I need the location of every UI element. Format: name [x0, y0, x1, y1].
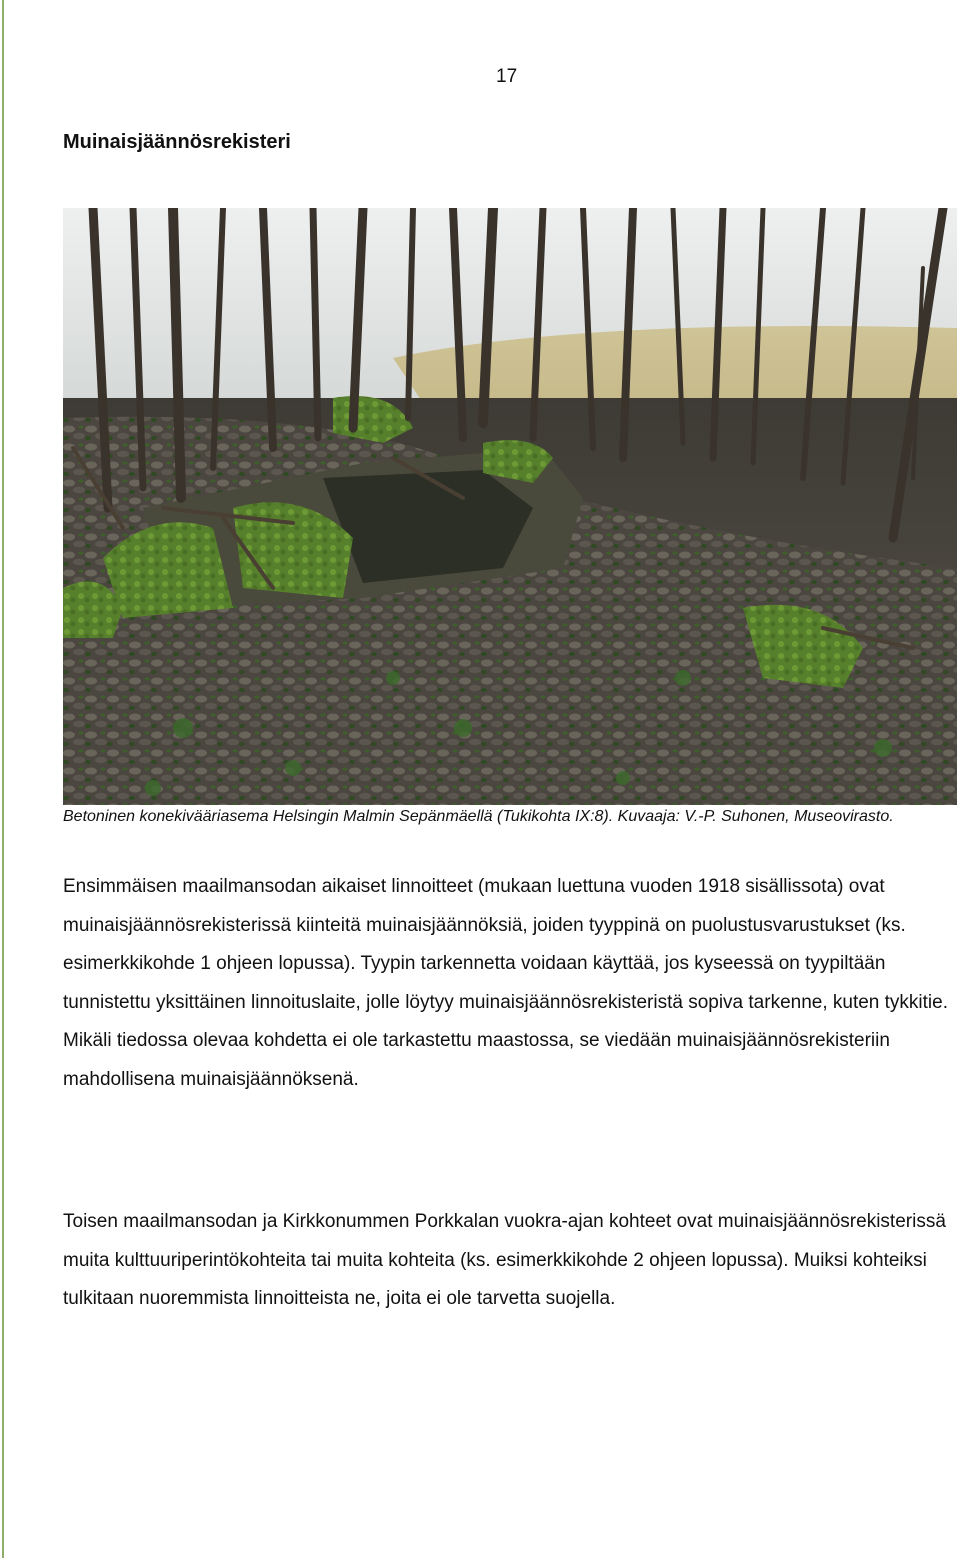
body-paragraph-1: Ensimmäisen maailmansodan aikaiset linnoitteet (mukaan luettuna vuoden 1918 sisällissota) ovat muinaisjäännösrekisterissä kiinteitä muinaisjäännöksiä, joiden tyyppinä on puolustusvarustukset (ks. esimerkkikohde 1 ohjeen lopussa). Tyypin tarkennetta voidaan käyttää, jos kyseessä on tyypiltään tunnistettu yksittäinen linnoituslaite, jolle löytyy muinaisjäännösrekisteristä sopiva tarkenne, kuten tykkitie. Mikäli tiedossa olevaa kohdetta ei ole tarkastettu maastossa, se viedään muinaisjäännösrekisteriin mahdollisena muinaisjäännöksenä. [63, 876, 949, 1090]
bunker-photo [63, 208, 957, 805]
body-paragraph-2: Toisen maailmansodan ja Kirkkonummen Porkkalan vuokra-ajan kohteet ovat muinaisjäännösrekisterissä muita kulttuuriperintökohteita tai muita kohteita (ks. esimerkkikohde 2 ohjeen lopussa). Muiksi kohteiksi tulkitaan nuoremmista linnoitteista ne, joita ei ole tarvetta suojella. [63, 1211, 946, 1309]
page-margin-rule [2, 0, 4, 1558]
page-number: 17 [496, 66, 518, 87]
section-heading: Muinaisjäännösrekisteri [63, 131, 291, 153]
bunker-photo-illustration [63, 208, 957, 805]
photo-caption: Betoninen konekivääriasema Helsingin Malmin Sepänmäellä (Tukikohta IX:8). Kuvaaja: V.-P. Suhonen, Museovirasto. [63, 808, 894, 825]
